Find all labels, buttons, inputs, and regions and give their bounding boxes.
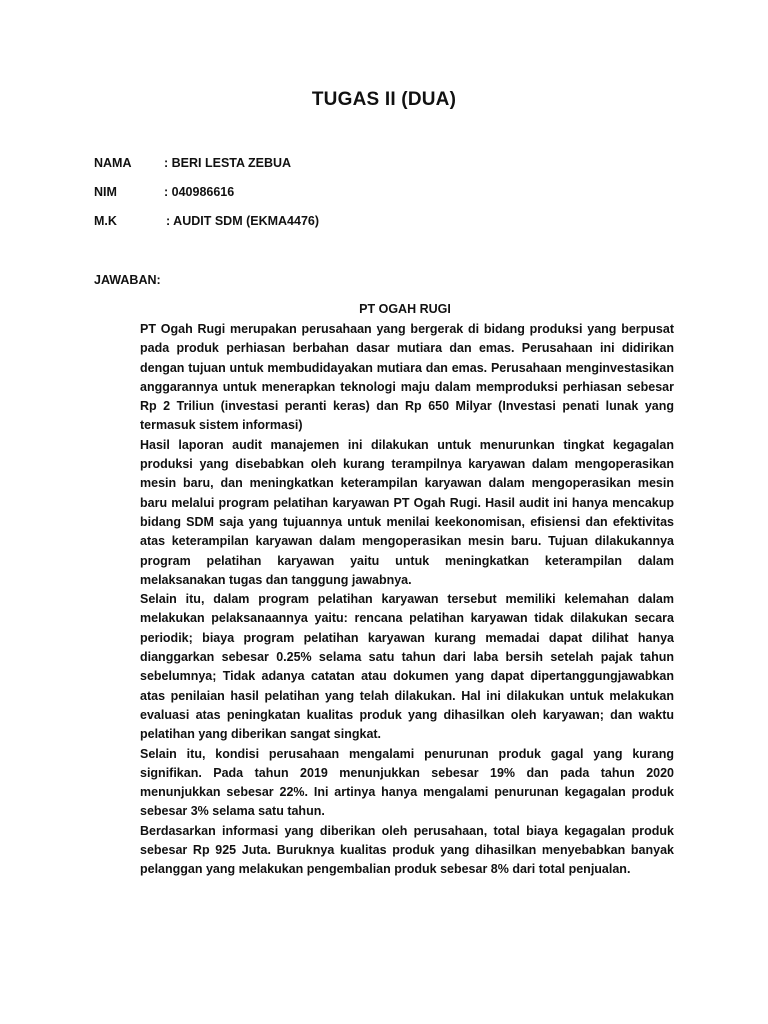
nama-label: NAMA [94, 156, 132, 170]
info-row-nama [94, 156, 291, 170]
mk-label: M.K [94, 214, 117, 228]
answer-body [140, 320, 674, 880]
info-row-mk [94, 214, 319, 228]
nim-value: : 040986616 [164, 185, 235, 199]
paragraph: Berdasarkan informasi yang diberikan oleh perusahaan, total biaya kegagalan produk sebesar Rp 925 Juta. Buruknya kualitas produk yang dihasilkan menyebabkan banyak pelanggan yang melakukan pengembalian produk sebesar 8% dari total penjualan. [140, 823, 674, 877]
info-row-nim [94, 185, 234, 199]
nim-label: NIM [94, 185, 117, 199]
section-subtitle: PT OGAH RUGI [359, 302, 451, 316]
nama-value: : BERI LESTA ZEBUA [164, 156, 292, 170]
paragraph: PT Ogah Rugi merupakan perusahaan yang bergerak di bidang produksi yang berpusat pada produk perhiasan berbahan dasar mutiara dan emas. Perusahaan ini didirikan dengan tujuan untuk membudidayakan mutiara dan emas. Perusahaan menginvestasikan anggarannya untuk menerapkan teknologi maju dalam memproduksi perhiasan sebesar Rp 2 Triliun (investasi peranti keras) dan Rp 650 Milyar (Investasi penati lunak yang termasuk sistem informasi) [140, 322, 674, 433]
mk-value: : AUDIT SDM (EKMA4476) [166, 214, 320, 228]
paragraph: Hasil laporan audit manajemen ini dilakukan untuk menurunkan tingkat kegagalan produksi yang disebabkan oleh kurang terampilnya karyawan dalam mengoperasikan mesin baru, dan meningkatkan keterampilan karyawan dalam mengoperasikan mesin baru melalui program pelatihan karyawan PT Ogah Rugi. Hasil audit ini hanya mencakup bidang SDM saja yang tujuannya untuk menilai keekonomisan, efisiensi dan efektivitas atas keterampilan karyawan dalam mengoperasikan mesin baru. Tujuan dilakukannya program pelatihan karyawan yaitu untuk meningkatkan keterampilan dalam melaksanakan tugas dan tanggung jawabnya. [140, 437, 674, 587]
paragraph: Selain itu, kondisi perusahaan mengalami penurunan produk gagal yang kurang signifikan. Pada tahun 2019 menunjukkan sebesar 19% dan pada tahun 2020 menunjukkan sebesar 22%. Ini artinya hanya mengalami penurunan kegagalan produk sebesar 3% selama satu tahun. [140, 746, 674, 819]
document-title: TUGAS II (DUA) [311, 89, 457, 110]
paragraph: Selain itu, dalam program pelatihan karyawan tersebut memiliki kelemahan dalam melakukan pelaksanaannya yaitu: rencana pelatihan karyawan tidak dilakukan secara periodik; biaya program pelatihan karyawan kurang memadai dapat dilihat hanya dianggarkan sebesar 0.25% selama satu tahun dari laba bersih setelah pajak tahun sebelumnya; Tidak adanya catatan atau dokumen yang dapat dipertanggungjawabkan atas penilaian hasil pelatihan yang telah dilakukan. Hal ini dilakukan untuk melakukan evaluasi atas peningkatan kualitas produk yang dihasilkan oleh karyawan; dan waktu pelatihan yang diberikan sangat singkat. [140, 592, 674, 742]
jawaban-label: JAWABAN: [94, 273, 161, 287]
